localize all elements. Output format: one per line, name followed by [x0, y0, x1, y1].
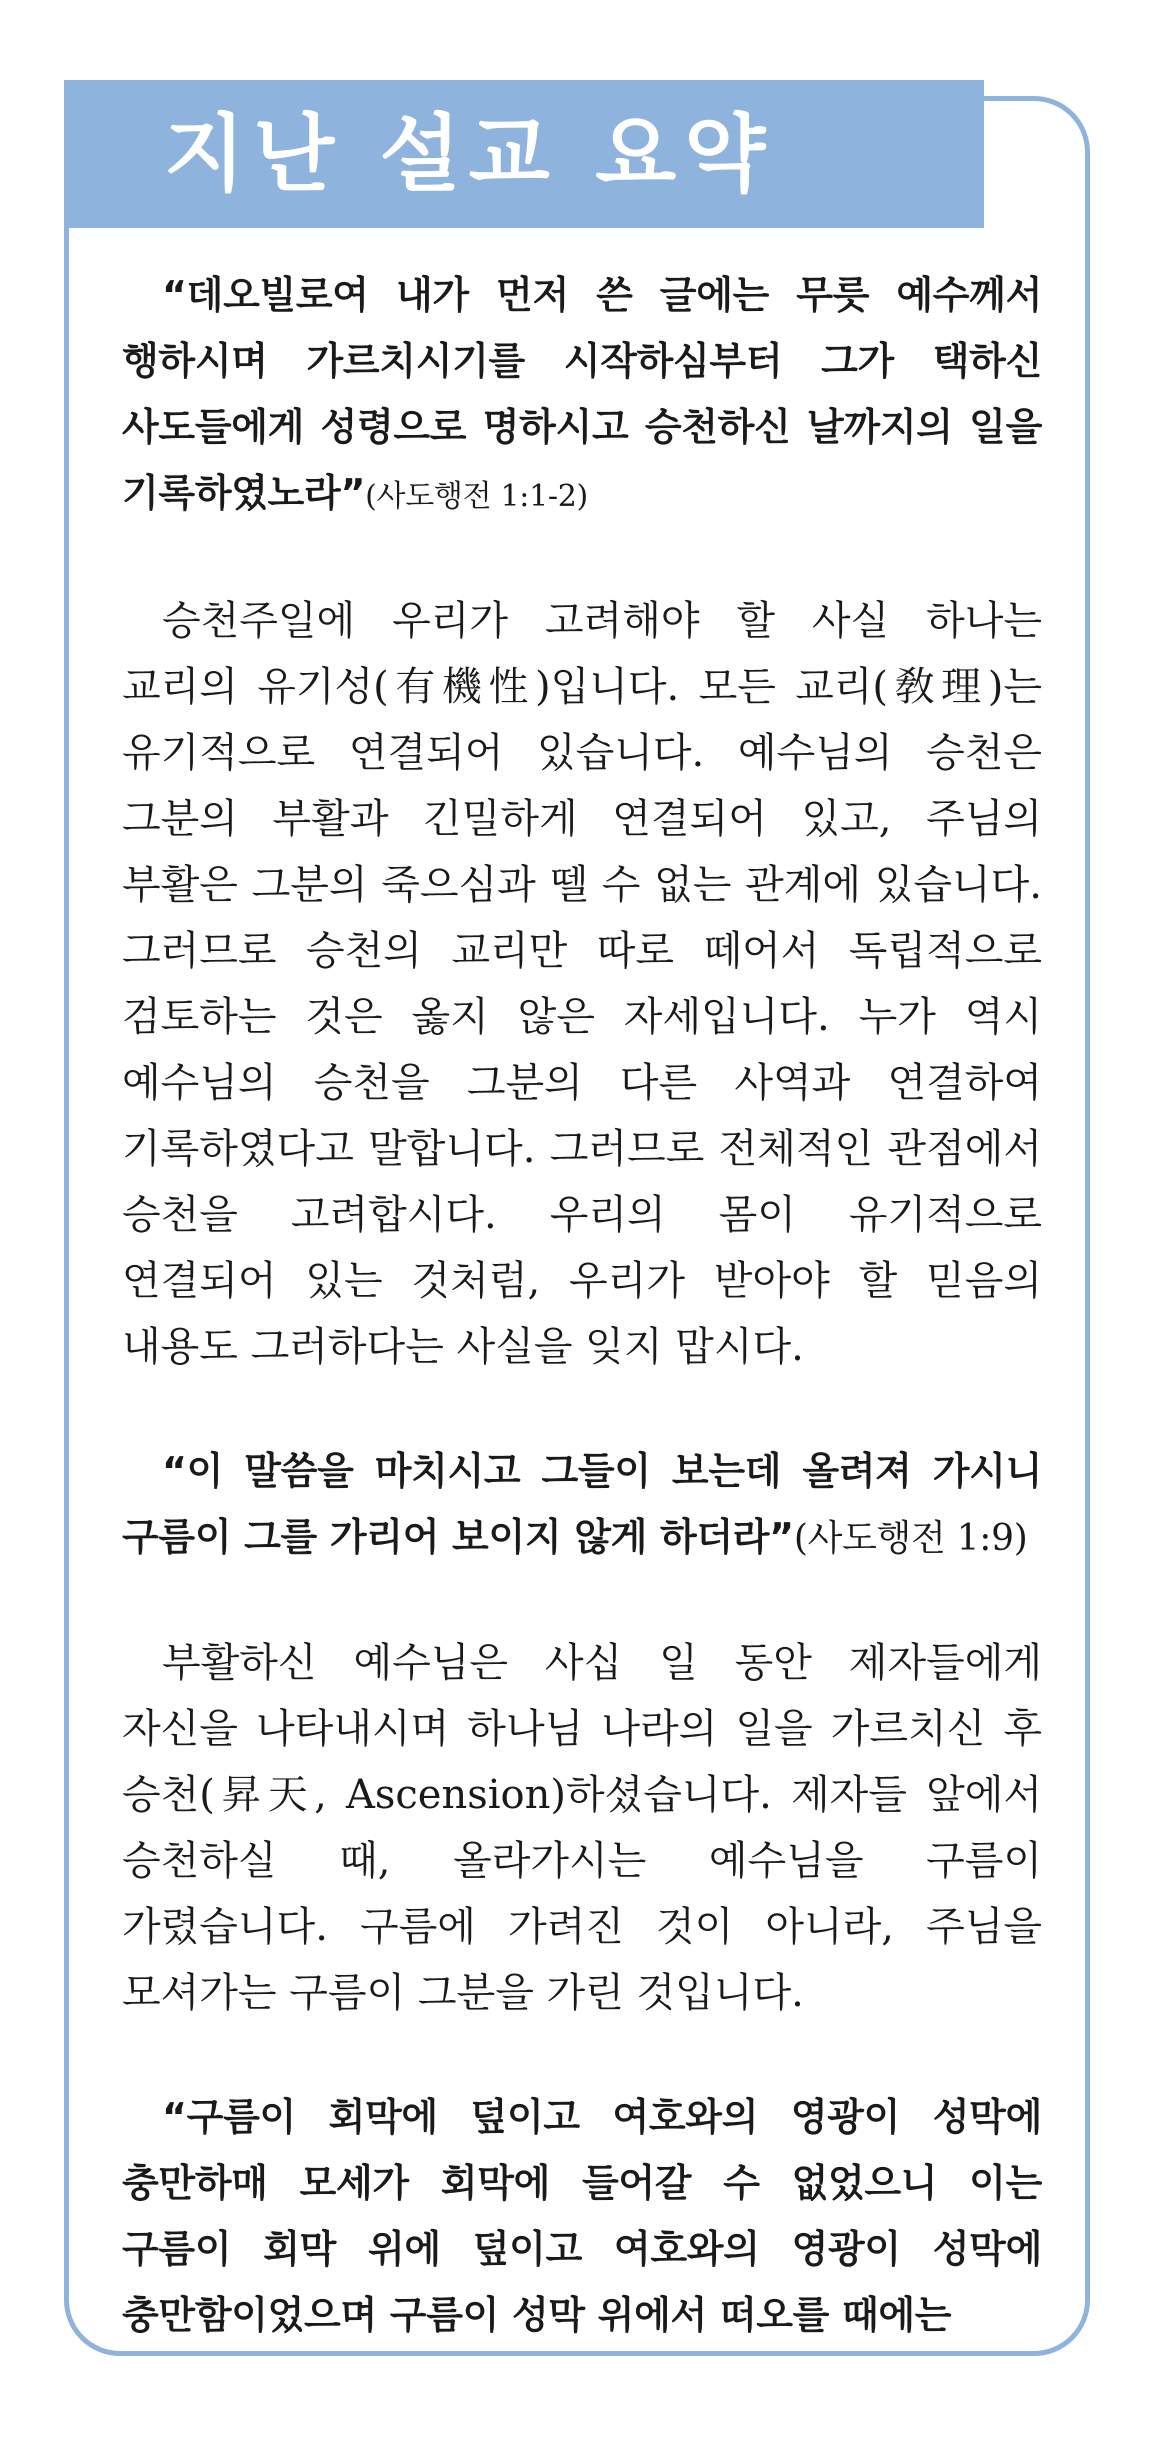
- scripture-quote-3-text: “구름이 회막에 덮이고 여호와의 영광이 성막에 충만하매 모세가 회막에 들어갈 수 없었으니 이는 구름이 회막 위에 덮이고 여호와의 영광이 성막에 충만함이었으며 구름이 성막 위에서 떠오를 때에는: [122, 2095, 1042, 2337]
- scripture-quote-1-text: “데오빌로여 내가 먼저 쓴 글에는 무릇 예수께서 행하시며 가르치시기를 시작하심부터 그가 택하신 사도들에게 성령으로 명하시고 승천하신 날까지의 일을 기록하였노라”: [122, 273, 1042, 515]
- sermon-summary-body: [122, 262, 1042, 2348]
- paragraph-1: 승천주일에 우리가 고려해야 할 사실 하나는 교리의 유기성(有機性)입니다. 모든 교리(敎理)는 유기적으로 연결되어 있습니다. 예수님의 승천은 그분의 부활과 긴밀하게 연결되어 있고, 주님의 부활은 그분의 죽으심과 뗄 수 없는 관계에 있습니다. 그러므로 승천의 교리만 따로 떼어서 독립적으로 검토하는 것은 옳지 않은 자세입니다. 누가 역시 예수님의 승천을 그분의 다른 사역과 연결하여 기록하였다고 말합니다. 그러므로 전체적인 관점에서 승천을 고려합시다. 우리의 몸이 유기적으로 연결되어 있는 것처럼, 우리가 받아야 할 믿음의 내용도 그러하다는 사실을 잊지 맙시다.: [122, 598, 1042, 1370]
- scripture-quote-2: [122, 1438, 1042, 1572]
- page-title: 지난 설교 요약: [164, 105, 774, 203]
- scripture-quote-1-reference: (사도행전 1:1-2): [365, 479, 588, 514]
- scripture-quote-2-reference: (사도행전 1:9): [793, 1518, 1028, 1559]
- title-banner: [64, 80, 984, 228]
- scripture-quote-1: [122, 262, 1042, 530]
- scripture-quote-2-text: “이 말씀을 마치시고 그들이 보는데 올려져 가시니 구름이 그를 가리어 보이지 않게 하더라”: [122, 1449, 1042, 1559]
- paragraph-2: 부활하신 예수님은 사십 일 동안 제자들에게 자신을 나타내시며 하나님 나라의 일을 가르치신 후 승천(昇天, Ascension)하셨습니다. 제자들 앞에서 승천하실 때, 올라가시는 예수님을 구름이 가렸습니다. 구름에 가려진 것이 아니라, 주님을 모셔가는 구름이 그분을 가린 것입니다.: [122, 1640, 1042, 2016]
- scripture-quote-3: [122, 2084, 1042, 2348]
